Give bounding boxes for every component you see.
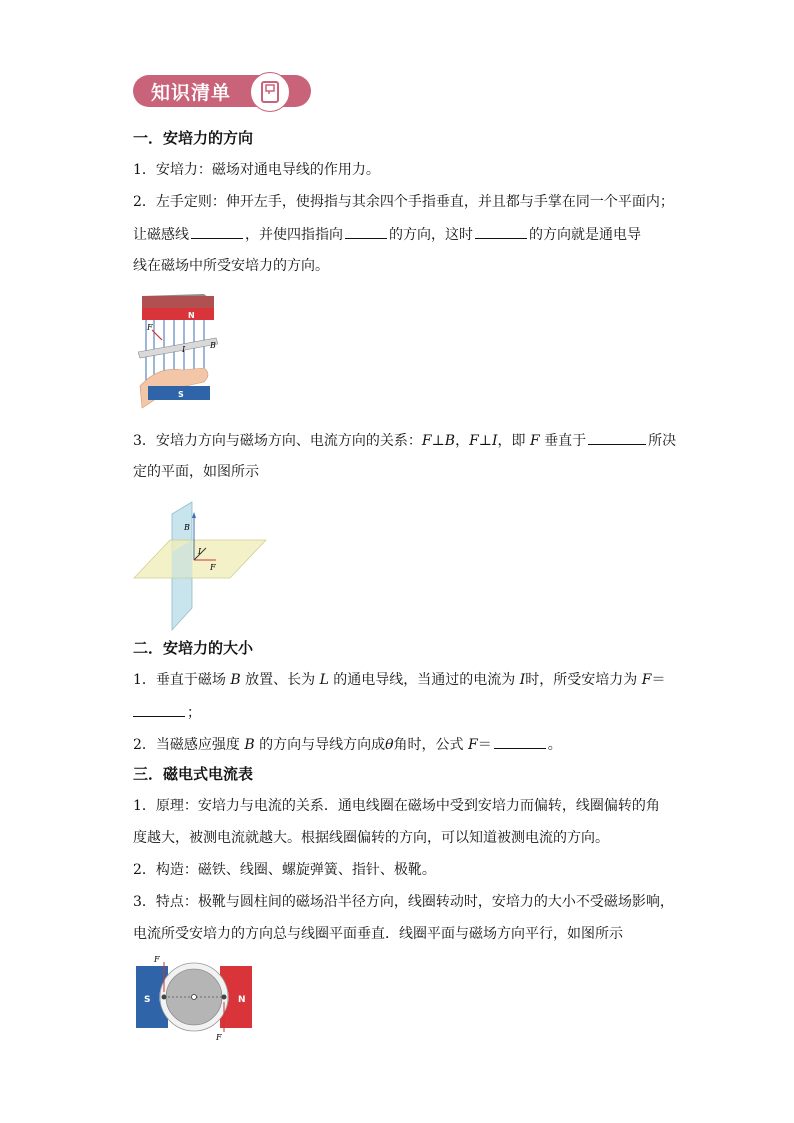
relation-f-perp-b: F⊥B xyxy=(421,433,456,449)
section1-item2-line3: 线在磁场中所受安培力的方向。 xyxy=(133,258,329,274)
galvanometer-figure xyxy=(134,952,254,1046)
north-pole-label: N xyxy=(238,995,246,1005)
field-label: B xyxy=(184,523,190,532)
text-span: 3．安培力方向与磁场方向、电流方向的关系： xyxy=(133,433,422,449)
symbol-f: F xyxy=(641,672,652,688)
left-hand-rule-figure xyxy=(138,290,218,414)
section3-item3-line1: 3．特点：极靴与圆柱间的磁场沿半径方向，线圈转动时，安培力的大小不受磁场影响， xyxy=(133,894,674,910)
section3-item3-line2: 电流所受安培力的方向总与线圈平面垂直．线圈平面与磁场方向平行，如图所示 xyxy=(133,926,623,942)
section2-heading: 二．安培力的大小 xyxy=(133,639,254,657)
fill-blank[interactable] xyxy=(588,430,646,445)
symbol-f: F xyxy=(529,433,540,449)
text-span: 2．当磁感应强度 xyxy=(133,737,245,753)
text-span: ＝ xyxy=(651,672,666,688)
south-pole-label: S xyxy=(178,390,184,399)
text-span: 的方向，这时 xyxy=(389,227,473,243)
symbol-b: B xyxy=(244,737,255,753)
symbol-l: L xyxy=(319,672,329,688)
section1-item2-line2 xyxy=(133,224,641,245)
text-span: ，即 xyxy=(497,433,530,449)
planes-figure xyxy=(132,500,268,636)
section1-item2-line1: 2．左手定则：伸开左手，使拇指与其余四个手指垂直，并且都与手掌在同一个平面内； xyxy=(133,194,674,210)
fill-blank[interactable] xyxy=(494,734,546,749)
symbol-i: I xyxy=(519,672,526,688)
section1-item3-line1 xyxy=(133,430,676,451)
current-label: I xyxy=(198,547,202,556)
text-span: 角时，公式 xyxy=(393,737,468,753)
section2-item2 xyxy=(133,734,562,755)
field-label: B xyxy=(210,341,216,350)
relation-f-perp-i: F⊥I xyxy=(469,433,498,449)
text-span: 放置、长为 xyxy=(240,672,320,688)
section1-heading: 一．安培力的方向 xyxy=(133,129,254,147)
text-span: 时，所受安培力为 xyxy=(525,672,642,688)
current-label: I xyxy=(182,345,186,354)
force-label: F xyxy=(147,323,153,332)
text-span: 。 xyxy=(547,737,562,753)
section3-heading: 三．磁电式电流表 xyxy=(133,765,254,783)
text-span: ＝ xyxy=(477,737,492,753)
book-icon xyxy=(250,72,290,112)
fill-blank[interactable] xyxy=(345,224,387,239)
symbol-b: B xyxy=(230,672,241,688)
text-span: 垂直于 xyxy=(539,433,587,449)
text-span: 的通电导线，当通过的电流为 xyxy=(328,672,520,688)
fill-blank[interactable] xyxy=(191,224,243,239)
text-span: 1．垂直于磁场 xyxy=(133,672,231,688)
section3-item1-line1: 1．原理：安培力与电流的关系．通电线圈在磁场中受到安培力而偏转，线圈偏转的角 xyxy=(133,798,660,814)
force-bottom-label: F xyxy=(216,1033,222,1042)
section3-item2: 2．构造：磁铁、线圈、螺旋弹簧、指针、极靴。 xyxy=(133,862,436,878)
text-span: ， xyxy=(455,433,470,449)
text-span: 让磁感线 xyxy=(133,227,189,243)
fill-blank[interactable] xyxy=(133,702,185,717)
south-pole-label: S xyxy=(144,995,151,1005)
fill-blank[interactable] xyxy=(475,224,527,239)
badge-label: 知识清单 xyxy=(151,81,232,104)
text-span: 的方向就是通电导 xyxy=(529,227,641,243)
north-pole-label: N xyxy=(188,311,195,320)
text-span: 的方向与导线方向成 xyxy=(254,737,386,753)
force-top-label: F xyxy=(154,955,160,964)
section1-item1: 1．安培力：磁场对通电导线的作用力。 xyxy=(133,162,380,178)
section2-item1 xyxy=(133,670,665,690)
symbol-f: F xyxy=(468,737,478,753)
force-label: F xyxy=(210,563,216,572)
section1-item3-line2: 定的平面，如图所示 xyxy=(133,464,259,480)
text-span: 所决 xyxy=(648,433,677,449)
symbol-theta: θ xyxy=(385,737,394,753)
section3-item1-line2: 度越大，被测电流就越大。根据线圈偏转的方向，可以知道被测电流的方向。 xyxy=(133,830,609,846)
text-span: ，并使四指指向 xyxy=(245,227,343,243)
section2-item1-answer xyxy=(133,702,201,723)
text-span: ； xyxy=(187,705,201,721)
section-badge xyxy=(133,75,311,107)
